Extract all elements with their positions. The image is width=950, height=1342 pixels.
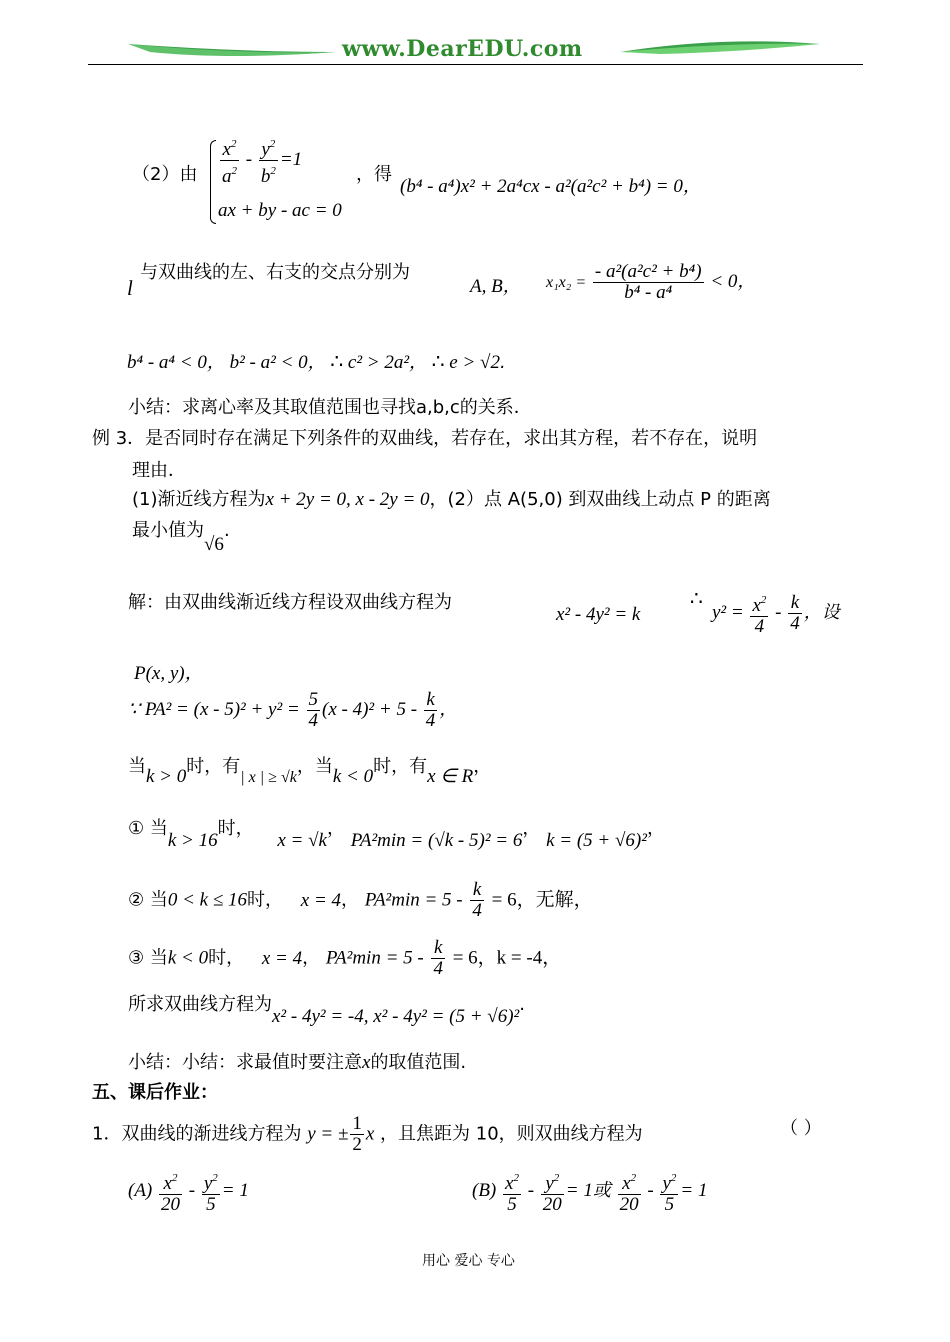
conclusion-line: b⁴ - a⁴ < 0， b² - a² < 0， ∴ c² > 2a²， ∴ e > √2. <box>127 349 506 373</box>
x1x2-expr: x₁x₂ = $\frac{\text{- a²(a²c² + b⁴)}}{\text{b⁴ - a⁴}}$ < 0， <box>546 261 756 303</box>
page-footer: 用心 爱心 专心 <box>422 1253 515 1269</box>
system-eq2: ax + by - ac = 0 <box>218 200 342 221</box>
pa-line: ∵ PA² = (x - 5)² + y² = $\frac{5}{4}$ (x - 4)² + 5 - $\frac{k}{4}$ ， <box>128 689 458 731</box>
solution-eq2: y² = $\frac{x^2}{4}$ - $\frac{k}{4}$ ，设 <box>712 592 840 637</box>
line-l-symbol: l <box>127 276 133 300</box>
header-logo <box>120 30 830 66</box>
homework-heading: 五、课后作业： <box>92 1082 218 1103</box>
line-l-AB: A, B， <box>470 276 521 297</box>
header-rule <box>88 64 863 65</box>
system-eq1: $\frac{x^2}{a^2}$ - $\frac{y^2}{b^2}$ =1 <box>218 134 302 187</box>
final-answer: 所求双曲线方程为x² - 4y² = -4, x² - 4y² = (5 + √6)². <box>128 994 525 1027</box>
case-1: ① 当k > 16时， x = √k， PA²min = (√k - 5)² = 6， k = (5 + √6)²， <box>128 818 665 851</box>
homework-q1-paren: （ ） <box>780 1118 822 1139</box>
solution-eq1: x² - 4y² = k <box>556 604 641 625</box>
option-A[interactable]: (A) $\frac{x^2}{20}$ - $\frac{y^2}{5}$ = 1 <box>128 1168 249 1215</box>
option-B[interactable]: (B) $\frac{x^2}{5}$ - $\frac{y^2}{20}$ = 1或 $\frac{x^2}{20}$ - $\frac{y^2}{5}$ = 1 <box>472 1168 707 1215</box>
part2-result-eq: (b⁴ - a⁴)x² + 2a⁴cx - a²(a²c² + b⁴) = 0， <box>400 176 701 197</box>
cases-intro: 当k > 0时，有| x | ≥ √k，当k < 0时，有x ∈ R， <box>128 756 492 787</box>
example3-condition1: (1)渐近线方程为x + 2y = 0, x - 2y = 0，(2）点 A(5,0) 到双曲线上动点 P 的距离 <box>132 489 771 510</box>
summary-1: 小结：求离心率及其取值范围也寻找a,b,c的关系． <box>128 397 532 418</box>
example3-line2: 理由． <box>132 460 186 481</box>
therefore-sign: ∴ <box>690 586 703 610</box>
case-2: ② 当0 < k ≤ 16时， x = 4， PA²min = 5 - $\frac{k}{4}$ = 6，无解， <box>128 879 593 921</box>
part2-label: （2）由 <box>132 164 198 185</box>
line-l-text: 与双曲线的左、右支的交点分别为 <box>140 262 410 283</box>
part2-de: ，得 <box>356 164 392 185</box>
site-logo-text: www.DearEDU.com <box>342 36 583 62</box>
system-brace <box>210 140 216 224</box>
example3-line1: 例 3．是否同时存在满足下列条件的双曲线，若存在，求出其方程，若不存在，说明 <box>92 428 758 449</box>
summary-2: 小结：小结：求最值时要注意x的取值范围. <box>128 1052 467 1073</box>
homework-q1: 1．双曲线的渐进线方程为 y = ± $\frac{1}{2}$ x ，且焦距为 10，则双曲线方程为 <box>92 1113 643 1155</box>
example3-condition3: 最小值为√6. <box>132 520 230 555</box>
solution-intro: 解：由双曲线渐近线方程设双曲线方程为 <box>128 592 452 613</box>
point-P: P(x, y)， <box>134 663 204 684</box>
case-3: ③ 当k < 0时， x = 4， PA²min = 5 - $\frac{k}{4}$ = 6，k = -4， <box>128 937 562 979</box>
